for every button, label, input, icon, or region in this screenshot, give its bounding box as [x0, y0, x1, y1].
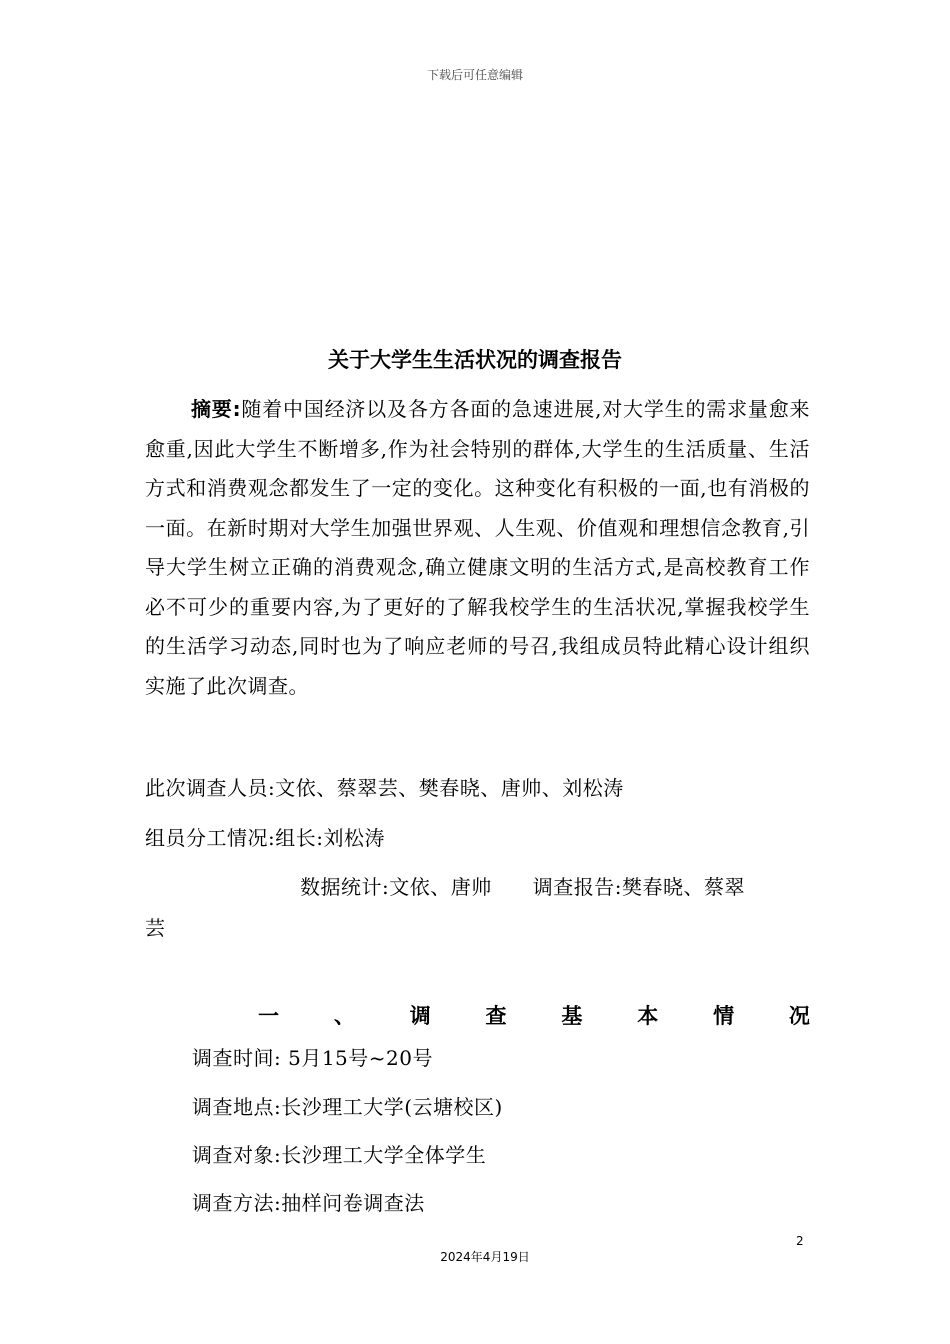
heading-char: 本	[637, 1004, 659, 1028]
abstract-label: 摘要:	[191, 397, 242, 421]
footer-date: 2024年4月19日	[440, 1250, 530, 1264]
heading-char: 基	[561, 1004, 583, 1028]
heading-char: 查	[485, 1004, 507, 1028]
page-number: 2	[796, 1234, 804, 1248]
roles-line: 数据统计:文依、唐帅 调查报告:樊春晓、蔡翠	[300, 875, 745, 899]
heading-char: 情	[713, 1004, 735, 1028]
survey-method: 调查方法:抽样问卷调查法	[192, 1191, 425, 1215]
survey-subjects: 调查对象:长沙理工大学全体学生	[192, 1143, 487, 1167]
roles-line-wrap: 芸	[145, 916, 166, 940]
survey-time: 调查时间: 5月15号~20号	[192, 1046, 433, 1070]
heading-char: 一	[258, 1004, 279, 1028]
document-title: 关于大学生生活状况的调查报告	[328, 348, 622, 372]
header-note: 下载后可任意编辑	[426, 68, 523, 82]
section-heading	[258, 1000, 810, 1030]
abstract-text: 随着中国经济以及各方各面的急速进展,对大学生的需求量愈来愈重,因此大学生不断增多,作为社会特别的群体,大学生的生活质量、生活方式和消费观念都发生了一定的变化。这种变化有积极的一面,也有消极的一面。在新时期对大学生加强世界观、人生观、价值观和理想信念教育,引导大学生树立正确的消费观念,确立健康文明的生活方式,是高校教育工作必不可少的重要内容,为了更好的了解我校学生的生活状况,掌握我校学生的生活学习动态,同时也为了响应老师的号召,我组成员特此精心设计组织实施了此次调查。	[145, 397, 810, 698]
members-line: 此次调查人员:文依、蔡翠芸、樊春晓、唐帅、刘松涛	[145, 776, 624, 800]
survey-location: 调查地点:长沙理工大学(云塘校区)	[192, 1095, 503, 1119]
heading-char: 况	[788, 1004, 810, 1028]
heading-char: 调	[409, 1004, 431, 1028]
abstract-paragraph	[145, 390, 810, 706]
division-line: 组员分工情况:组长:刘松涛	[145, 826, 385, 850]
heading-char: 、	[333, 1004, 355, 1028]
